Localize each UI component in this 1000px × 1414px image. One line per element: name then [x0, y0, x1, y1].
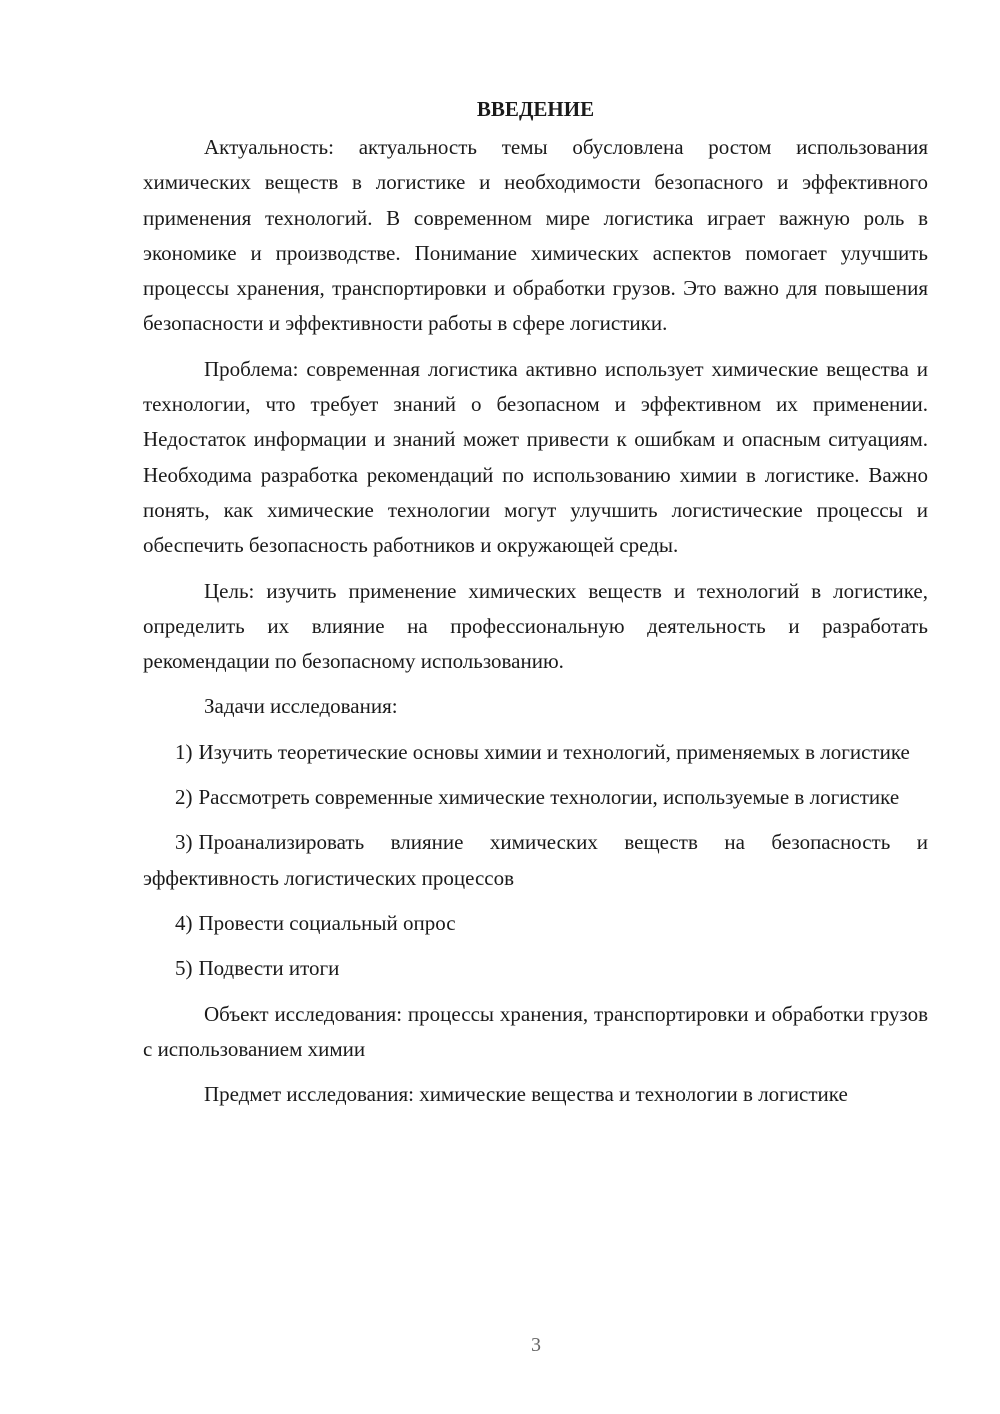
task-text: Подвести итоги	[198, 956, 340, 981]
task-item-1	[143, 735, 928, 770]
task-number: 5)	[175, 956, 193, 981]
task-item-3	[143, 825, 928, 896]
task-text: Проанализировать влияние химических веществ на безопасность и эффективность логистических процессов	[143, 830, 928, 890]
page-title: ВВЕДЕНИЕ	[476, 97, 595, 121]
task-number: 4)	[175, 910, 193, 935]
task-item-2	[143, 780, 928, 815]
goal-paragraph: Цель: изучить применение химических веществ и технологий в логистике, определить их влияние на профессиональную деятельность и разработать рекомендации по безопасному использованию.	[143, 578, 928, 674]
relevance-paragraph: Актуальность: актуальность темы обусловлена ростом использования химических веществ в логистике и необходимости безопасного и эффективного применения технологий. В современном мире логистика играет важную роль в экономике и производстве. Понимание химических аспектов помогает улучшить процессы хранения, транспортировки и обработки грузов. Это важно для повышения безопасности и эффективности работы в сфере логистики.	[143, 135, 928, 336]
task-number: 1)	[175, 739, 193, 764]
page-number: 3	[531, 1334, 541, 1356]
subject-paragraph: Предмет исследования: химические вещества и технологии в логистике	[204, 1082, 848, 1107]
problem-paragraph: Проблема: современная логистика активно использует химические вещества и технологии, что требует знаний о безопасном и эффективном их применении. Недостаток информации и знаний может привести к ошибкам и опасным ситуациям. Необходима разработка рекомендаций по использованию химии в логистике. Важно понять, как химические технологии могут улучшить логистические процессы и обеспечить безопасность работников и окружающей среды.	[143, 356, 928, 558]
task-text: Провести социальный опрос	[198, 910, 456, 935]
tasks-heading: Задачи исследования:	[204, 694, 398, 719]
task-text: Изучить теоретические основы химии и технологий, применяемых в логистике	[198, 739, 910, 764]
object-paragraph: Объект исследования: процессы хранения, транспортировки и обработки грузов с использованием химии	[143, 1001, 928, 1061]
document-page	[143, 92, 928, 1122]
task-number: 2)	[175, 785, 193, 810]
tasks-list	[143, 735, 928, 987]
task-number: 3)	[175, 830, 193, 855]
task-item-5	[143, 951, 928, 986]
task-item-4	[143, 906, 928, 941]
task-text: Рассмотреть современные химические технологии, используемые в логистике	[198, 785, 900, 810]
